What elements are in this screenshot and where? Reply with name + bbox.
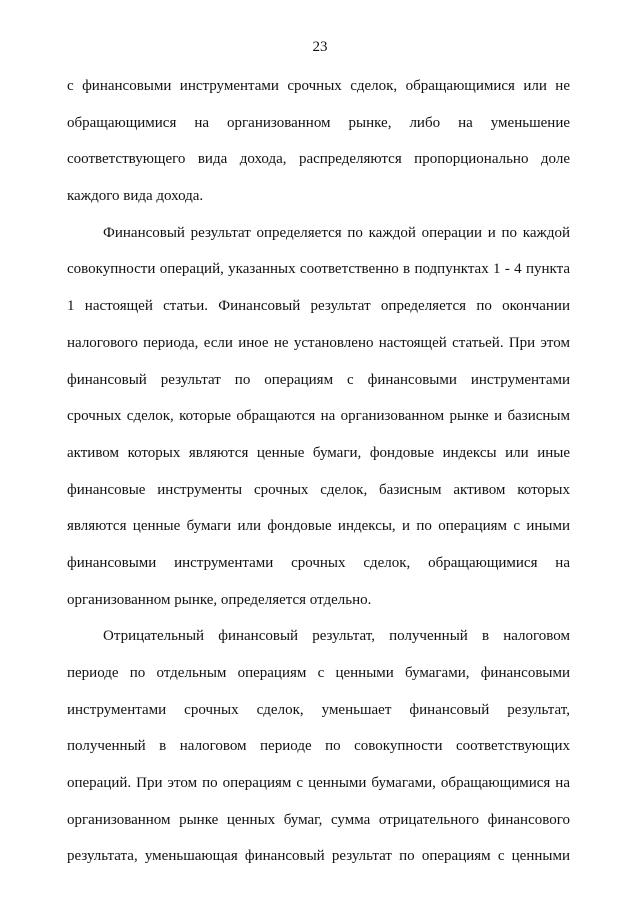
text-line: активом которых являются ценные бумаги, фондовые индексы или иные xyxy=(67,444,570,461)
text-line: обращающимися на организованном рынке, либо на уменьшение xyxy=(67,114,570,131)
text-line: Отрицательный финансовый результат, полученный в налоговом xyxy=(103,628,570,645)
document-body xyxy=(67,68,570,875)
text-line: совокупности операций, указанных соответственно в подпунктах 1 - 4 пункта xyxy=(67,261,570,278)
text-line: организованном рынке, определяется отдельно. xyxy=(67,591,372,608)
text-line: каждого вида дохода. xyxy=(67,188,204,205)
text-line: налогового периода, если иное не установлено настоящей статьей. При этом xyxy=(67,334,570,351)
paragraph-financial-result xyxy=(67,215,570,619)
text-line: соответствующего вида дохода, распределяются пропорционально доле xyxy=(67,151,570,168)
text-line: финансовые инструменты срочных сделок, базисным активом которых xyxy=(67,481,570,498)
text-line: Финансовый результат определяется по каждой операции и по каждой xyxy=(103,224,570,241)
text-line: являются ценные бумаги или фондовые индексы, и по операциям с иными xyxy=(67,518,570,535)
text-line: операций. При этом по операциям с ценными бумагами, обращающимися на xyxy=(67,775,570,792)
text-line: с финансовыми инструментами срочных сделок, обращающимися или не xyxy=(67,78,570,94)
text-line: периоде по отдельным операциям с ценными бумагами, финансовыми xyxy=(67,665,570,681)
text-line: срочных сделок, которые обращаются на организованном рынке и базисным xyxy=(67,408,570,425)
text-line: 1 настоящей статьи. Финансовый результат определяется по окончании xyxy=(67,298,570,315)
text-line: финансовыми инструментами срочных сделок, обращающимися на xyxy=(67,554,570,571)
text-line: организованном рынке ценных бумаг, сумма отрицательного финансового xyxy=(67,811,570,828)
page-number: 23 xyxy=(312,39,328,55)
text-line: полученный в налоговом периоде по совокупности соответствующих xyxy=(67,738,570,755)
paragraph-continuation xyxy=(67,68,570,215)
text-line: результата, уменьшающая финансовый результат по операциям с ценными xyxy=(67,848,570,865)
text-line: финансовый результат по операциям с финансовыми инструментами xyxy=(67,371,570,388)
paragraph-negative-result xyxy=(67,618,570,875)
text-line: инструментами срочных сделок, уменьшает финансовый результат, xyxy=(67,701,570,718)
